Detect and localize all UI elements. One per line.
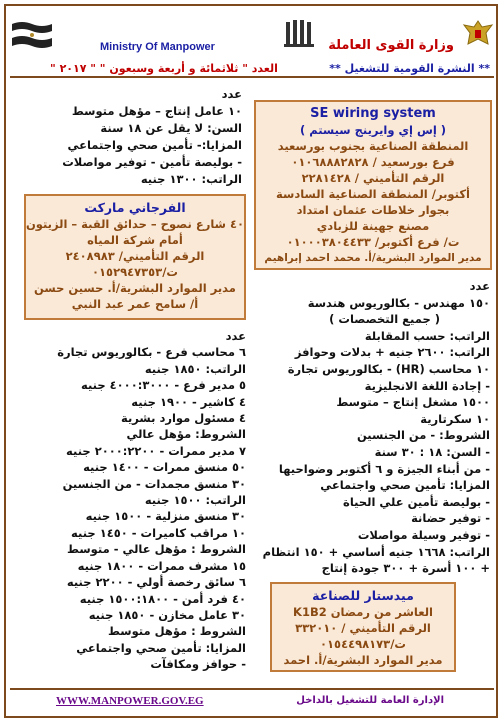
- eagle-emblem-icon: [462, 18, 494, 50]
- listing-line: عدد: [221, 87, 242, 101]
- box-line: المنطقة الصناعية بجنوب بورسعيد: [277, 139, 469, 153]
- box-line: أكتوبر/ المنطقة الصناعية السادسة: [276, 187, 470, 201]
- box-line: الرقم التأميني / ٣٣٢٠١٠: [295, 621, 431, 635]
- box-line: أمام شركة المياه: [87, 233, 183, 247]
- listing-line: الراتب: ٢٦٠٠ جنيه + بدلات وحوافز: [294, 345, 490, 360]
- box-line: مدير الموارد البشرية/أ. احمد: [283, 653, 443, 667]
- footer-divider: [10, 688, 494, 690]
- listing-line: ١٥ مشرف ممرات - ١٨٠٠ جنيه: [77, 558, 246, 573]
- listing-line: ١٥٠٠ مشغل إنتاج – متوسط: [336, 395, 490, 410]
- listing-line: الراتب: ١٣٠٠ جنيه: [140, 172, 242, 186]
- box-line: بجوار خلاطات عثمان امتداد: [296, 203, 450, 217]
- listing-line: ٥٠ منسق ممرات - ١٤٠٠ جنيه: [83, 460, 246, 475]
- listing-line: ( جميع التخصصات ): [329, 312, 440, 327]
- listing-line: ٣٠ منسق مجمدات - من الجنسين: [62, 476, 246, 491]
- ministry-en: Ministry Of Manpower: [100, 41, 215, 53]
- listing-line: الشروط : مؤهل متوسط: [107, 624, 246, 639]
- ministry-ar: وزارة القوى العاملة: [328, 38, 454, 53]
- box-line: العاشر من رمضان K1B2: [293, 605, 433, 619]
- listing-line: ٧ مدير ممرات - ٢٠٠٠:٢٢٠٠ جنيه: [66, 443, 246, 458]
- listing-line: الشروط : مؤهل عالي - متوسط: [67, 542, 246, 557]
- listing-line: - حوافز ومكافآت: [150, 657, 246, 672]
- footer-website-link[interactable]: WWW.MANPOWER.GOV.EG: [56, 695, 204, 707]
- left-top-listing: [12, 86, 242, 188]
- listing-line: عدد: [469, 279, 490, 293]
- box-line: ميدستار للصناعة: [312, 588, 414, 603]
- box-line: مدير الموارد البشرية/أ. حسين حسن: [34, 281, 236, 295]
- box-line: أ/ سامح عمر عبد النبي: [71, 297, 199, 311]
- listing-line: ١٠ عامل إنتاج – مؤهل متوسط: [71, 104, 242, 118]
- right-listing: [254, 278, 490, 577]
- box-line: ت/٠١٥٤٤٩٨١٧٣: [320, 637, 406, 651]
- left-bottom-listing: [10, 328, 246, 673]
- listing-line: - إجادة اللغة الانجليزية: [364, 378, 490, 393]
- listing-line: ٦ محاسب فرع - بكالوريوس تجارة: [57, 345, 246, 360]
- box-line: ت/٠١٥٢٩٤٧٣٥٣: [92, 265, 178, 279]
- listing-line: عدد: [225, 329, 246, 343]
- listing-line: الراتب: ١٦٦٨ جنيه أساسي + ١٥٠ انتظام: [262, 544, 490, 559]
- listing-line: المزايا: تأمين صحي واجتماعي: [76, 640, 246, 655]
- listing-line: المزايا:- تأمين صحي واجتماعي: [67, 138, 242, 152]
- listing-line: الراتب: ١٨٥٠ جنيه: [144, 361, 246, 376]
- listing-line: - من أبناء الجيزة و ٦ أكتوبر وضواحيها: [278, 461, 490, 476]
- listing-line: الشروط: - من الجنسين: [356, 428, 490, 443]
- box-line: الفرجاني ماركت: [84, 200, 186, 215]
- listing-line: ١٠ مراقب كاميرات - ١٤٥٠ جنيه: [71, 525, 246, 540]
- listing-line: ٤٠ فرد أمن - ١٥٠٠:١٨٠٠ جنيه: [79, 591, 246, 606]
- footer-department: الإدارة العامة للتشغيل بالداخل: [296, 695, 444, 706]
- listing-line: + ١٠٠ أسرة + ٣٠٠ جودة إنتاج: [321, 561, 490, 576]
- issue-number: العدد " ثلاثمائة و أربعة وسبعون " " ٢٠١٧ ": [50, 62, 278, 75]
- box-line: مدير الموارد البشرية/أ. محمد احمد إبراهيم: [264, 252, 482, 264]
- listing-line: - السن: ١٨ : ٣٠ سنة: [374, 444, 490, 459]
- header: [10, 8, 494, 74]
- listing-line: ٤ كاشير - ١٩٠٠ جنيه: [131, 394, 246, 409]
- box-line: مصنع جهينة للزبادي: [316, 219, 430, 233]
- farajani-box: [24, 194, 246, 320]
- listing-line: ٥ مدير فرع - ٤٠٠٠:٣٠٠٠ جنيه: [80, 378, 246, 393]
- bulletin-title: ** النشرة القومية للتشغيل **: [329, 62, 490, 75]
- listing-line: - بوليصة تأمين - توفير مواصلات: [62, 155, 242, 169]
- listing-line: ٣٠ منسق منزلية - ١٥٠٠ جنيه: [85, 509, 246, 524]
- header-divider: [10, 76, 494, 78]
- listing-line: ١٠ سكرتارية: [420, 411, 490, 426]
- listing-line: - بوليصة تأمين علي الحياة: [343, 494, 490, 509]
- listing-line: - توفير حضانة: [411, 511, 490, 526]
- box-line: ٤٠ شارع نصوح – حدائق القبة – الزيتون: [25, 217, 244, 231]
- listing-line: الشروط: مؤهل عالي: [126, 427, 246, 442]
- workers-logo-icon: [282, 16, 316, 50]
- se-wiring-box: [254, 100, 492, 270]
- listing-line: المزايا: تأمين صحي واجتماعي: [320, 478, 490, 493]
- listing-line: السن: لا يقل عن ١٨ سنة: [100, 121, 242, 135]
- box-line: الرقم التأميني/ ٢٤٠٨٩٨٣: [65, 249, 205, 263]
- listing-line: الراتب: ١٥٠٠ جنيه: [144, 493, 246, 508]
- listing-line: - توفير وسيلة مواصلات: [357, 527, 490, 542]
- listing-line: ٦ سائق رخصة أولي - ٢٢٠٠ جنيه: [66, 575, 246, 590]
- listing-line: ٣٠ عامل مخازن - ١٨٥٠ جنيه: [88, 607, 246, 622]
- medstar-box: [270, 582, 456, 672]
- box-line: SE wiring system: [310, 106, 436, 121]
- box-line: ت/ فرع أكتوبر/ ٠١٠٠٠٣٨٠٤٤٣٣: [286, 235, 460, 249]
- box-line: ( إس إي وايرينج سيستم ): [299, 123, 447, 137]
- listing-line: ١٠ محاسب (HR) - بكالوريوس تجارة: [287, 361, 490, 376]
- listing-line: الراتب: حسب المقابلة: [364, 328, 490, 343]
- box-line: فرع بورسعيد / ٠١٠٦٨٨٨٢٨٢٨: [291, 155, 455, 169]
- egypt-flag-icon: [10, 20, 54, 50]
- listing-line: ٤ مسئول موارد بشرية: [120, 411, 246, 426]
- box-line: الرقم التأميني / ٢٢٨١٤٢٨: [301, 171, 445, 185]
- listing-line: ١٥٠ مهندس - بكالوريوس هندسة: [307, 295, 490, 310]
